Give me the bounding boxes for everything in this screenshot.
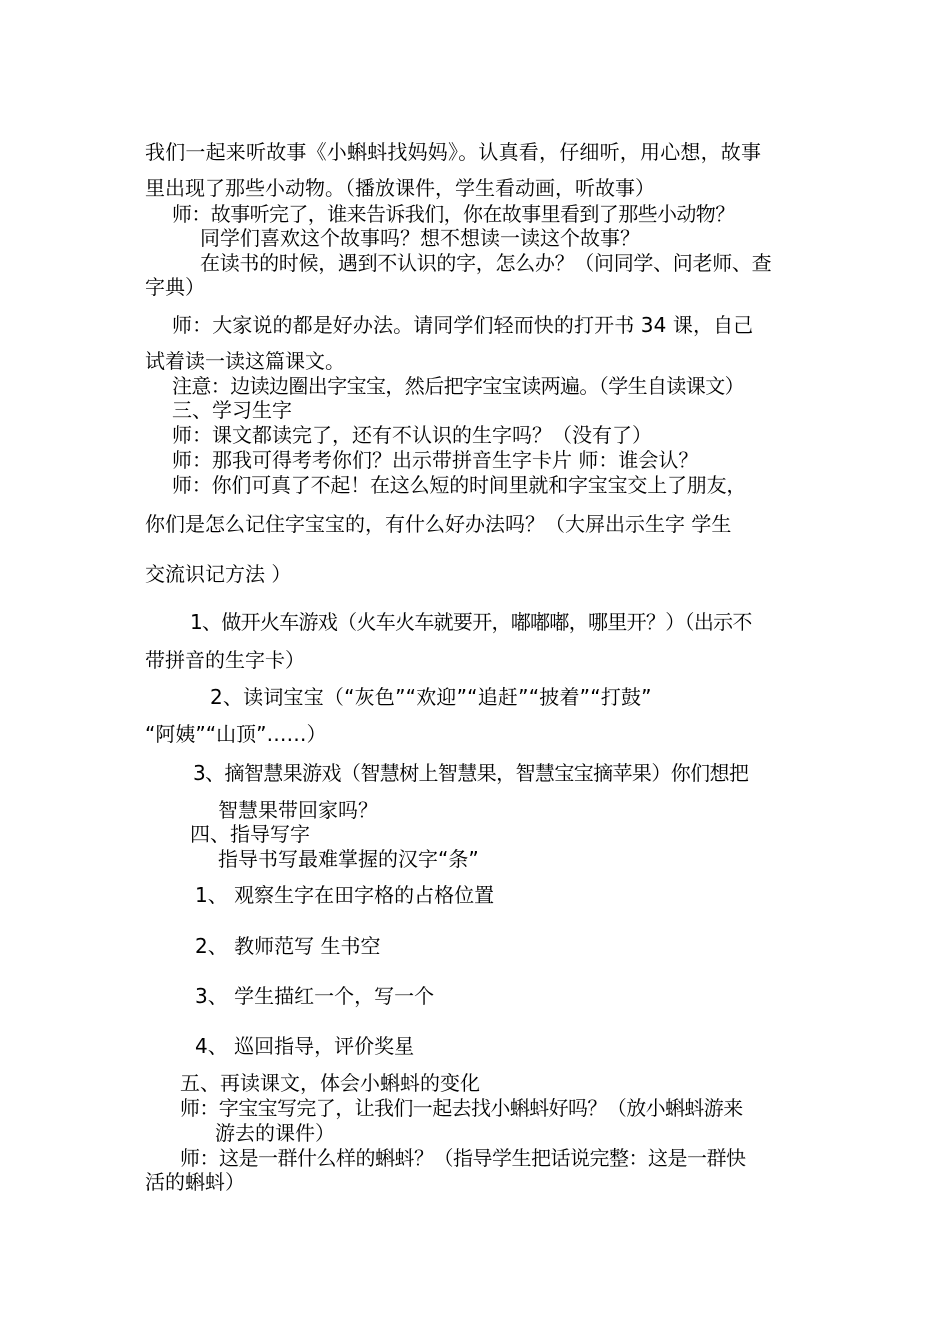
- text-line: 交流识记方法 ）: [145, 562, 292, 586]
- text-line: 3、摘智慧果游戏（智慧树上智慧果，智慧宝宝摘苹果）你们想把: [193, 761, 749, 785]
- text-line: 1、做开火车游戏（火车火车就要开，嘟嘟嘟，哪里开？）（出示不: [190, 610, 752, 634]
- text-line: 同学们喜欢这个故事吗？想不想读一读这个故事？: [200, 226, 640, 250]
- text-line: 智慧果带回家吗？: [218, 798, 378, 822]
- section-heading: 四、指导写字: [190, 822, 310, 846]
- section-heading: 三、学习生字: [172, 398, 292, 422]
- text-line: 2、读词宝宝（“灰色”“欢迎”“追赶”“披着”“打鼓”: [210, 685, 652, 709]
- text-line: 试着读一读这篇课文。: [145, 349, 345, 373]
- text-line: 指导书写最难掌握的汉字“条”: [218, 847, 479, 871]
- text-line: 师：这是一群什么样的蝌蚪？（指导学生把话说完整：这是一群快: [180, 1146, 746, 1170]
- text-line: 师：课文都读完了，还有不认识的生字吗？（没有了）: [172, 423, 652, 447]
- text-line: 在读书的时候，遇到不认识的字，怎么办？（问同学、问老师、查: [200, 251, 772, 275]
- text-line: 活的蝌蚪）: [145, 1170, 245, 1194]
- text-line: 字典）: [145, 275, 205, 299]
- text-line: “阿姨”“山顶”……）: [145, 722, 327, 746]
- text-line: 带拼音的生字卡）: [145, 648, 305, 672]
- text-line: 师：你们可真了不起！在这么短的时间里就和字宝宝交上了朋友，: [172, 473, 747, 497]
- text-line: 你们是怎么记住字宝宝的，有什么好办法吗？（大屏出示生字 学生: [145, 512, 732, 536]
- list-item: 4、 巡回指导，评价奖星: [195, 1034, 415, 1058]
- text-line: 注意：边读边圈出字宝宝，然后把字宝宝读两遍。（学生自读课文）: [172, 374, 744, 398]
- text-line: 我们一起来听故事《小蝌蚪找妈妈》。认真看，仔细听，用心想，故事: [145, 140, 762, 164]
- text-line: 游去的课件）: [215, 1121, 335, 1145]
- text-line: 里出现了那些小动物。（播放课件，学生看动画，听故事）: [145, 176, 655, 200]
- text-line: 师：故事听完了，谁来告诉我们，你在故事里看到了那些小动物？: [172, 202, 735, 226]
- list-item: 2、 教师范写 生书空: [195, 934, 381, 958]
- text-line: 师：那我可得考考你们？出示带拼音生字卡片 师：谁会认？: [172, 448, 699, 472]
- text-line: 师：字宝宝写完了，让我们一起去找小蝌蚪好吗？（放小蝌蚪游来: [180, 1096, 743, 1120]
- text-line: 师：大家说的都是好办法。请同学们轻而快的打开书 34 课，自己: [172, 313, 754, 337]
- list-item: 3、 学生描红一个，写一个: [195, 984, 435, 1008]
- section-heading: 五、再读课文，体会小蝌蚪的变化: [180, 1071, 480, 1095]
- list-item: 1、 观察生字在田字格的占格位置: [195, 883, 495, 907]
